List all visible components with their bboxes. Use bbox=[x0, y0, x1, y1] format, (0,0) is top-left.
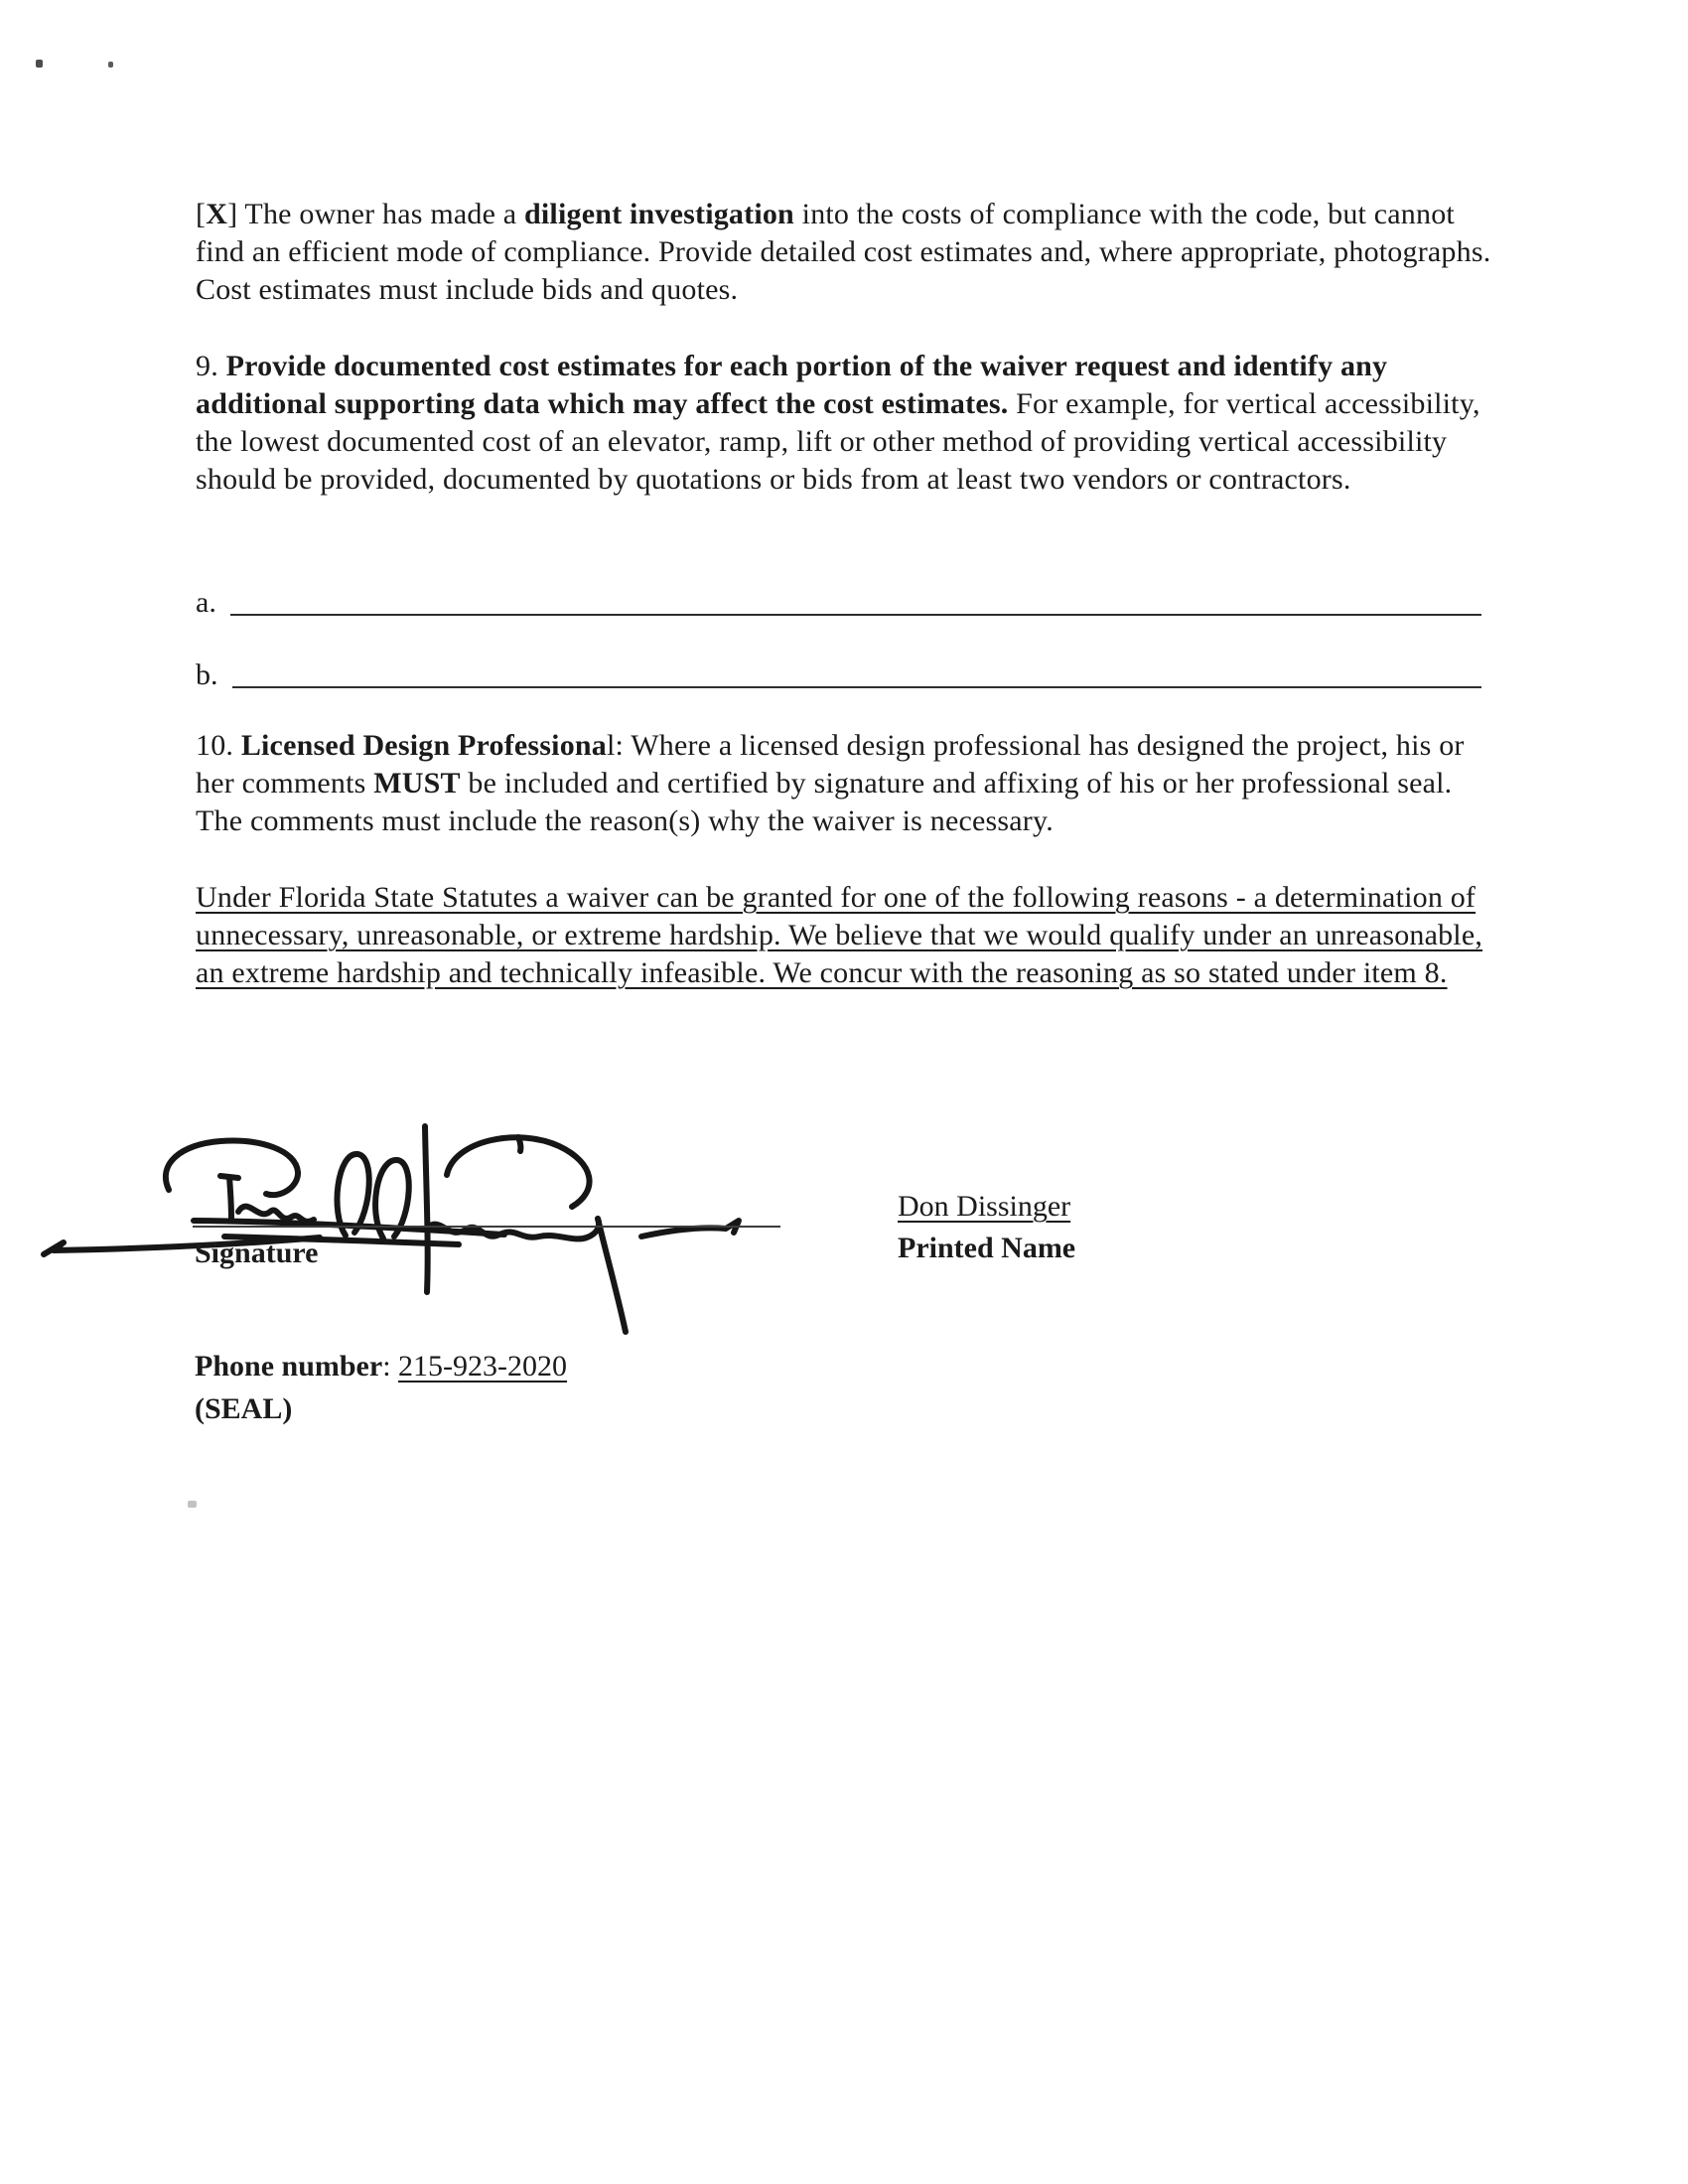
paragraph-item-9: 9. Provide documented cost estimates for each portion of the waiver request and identify any additional supporting data which may affect the cost estimates. For example, for vertical accessibility, the lowest documented cost of an elevator, ramp, lift or other method of providing vertical accessibility should be provided, documented by quotations or bids from at least two vendors or contractors. bbox=[196, 350, 1480, 496]
scan-speck bbox=[108, 62, 113, 68]
paragraph-florida-statutes: Under Florida State Statutes a waiver can be granted for one of the following reasons - a determination of unnecessary, unreasonable, or extreme hardship. We believe that we would qualify under an unreasonable, an extreme hardship and technically infeasible. We concur with the reasoning as so stated under item 8. bbox=[196, 881, 1483, 989]
signature-label: Signature bbox=[195, 1237, 319, 1269]
handwritten-signature bbox=[30, 1091, 765, 1349]
paragraph-item-10: 10. Licensed Design Professional: Where a licensed design professional has designed the project, his or her comments MUST be included and certified by signature and affixing of his or her professional seal. The comments must include the reason(s) why the waiver is necessary. bbox=[196, 729, 1465, 837]
blank-line-b-label: b. bbox=[196, 658, 218, 691]
phone-number-line: Phone number: 215-923-2020 bbox=[195, 1350, 568, 1383]
paragraph-owner-compliance: [X] The owner has made a diligent investigation into the costs of compliance with the code, but cannot find an efficient mode of compliance. Provide detailed cost estimates and, where appropriate, photographs. Cost estimates must include bids and quotes. bbox=[196, 198, 1491, 306]
scan-speck bbox=[36, 60, 43, 68]
printed-name-label: Printed Name bbox=[898, 1232, 1076, 1264]
scan-speck bbox=[188, 1501, 197, 1508]
blank-line-b-rule bbox=[232, 686, 1482, 688]
blank-line-a-rule bbox=[230, 614, 1481, 616]
seal-label: (SEAL) bbox=[195, 1392, 293, 1425]
signature-line bbox=[193, 1226, 780, 1228]
blank-line-b bbox=[196, 656, 1481, 694]
blank-line-a bbox=[196, 584, 1481, 622]
blank-line-a-label: a. bbox=[196, 586, 216, 619]
printed-name-value: Don Dissinger bbox=[898, 1190, 1071, 1223]
